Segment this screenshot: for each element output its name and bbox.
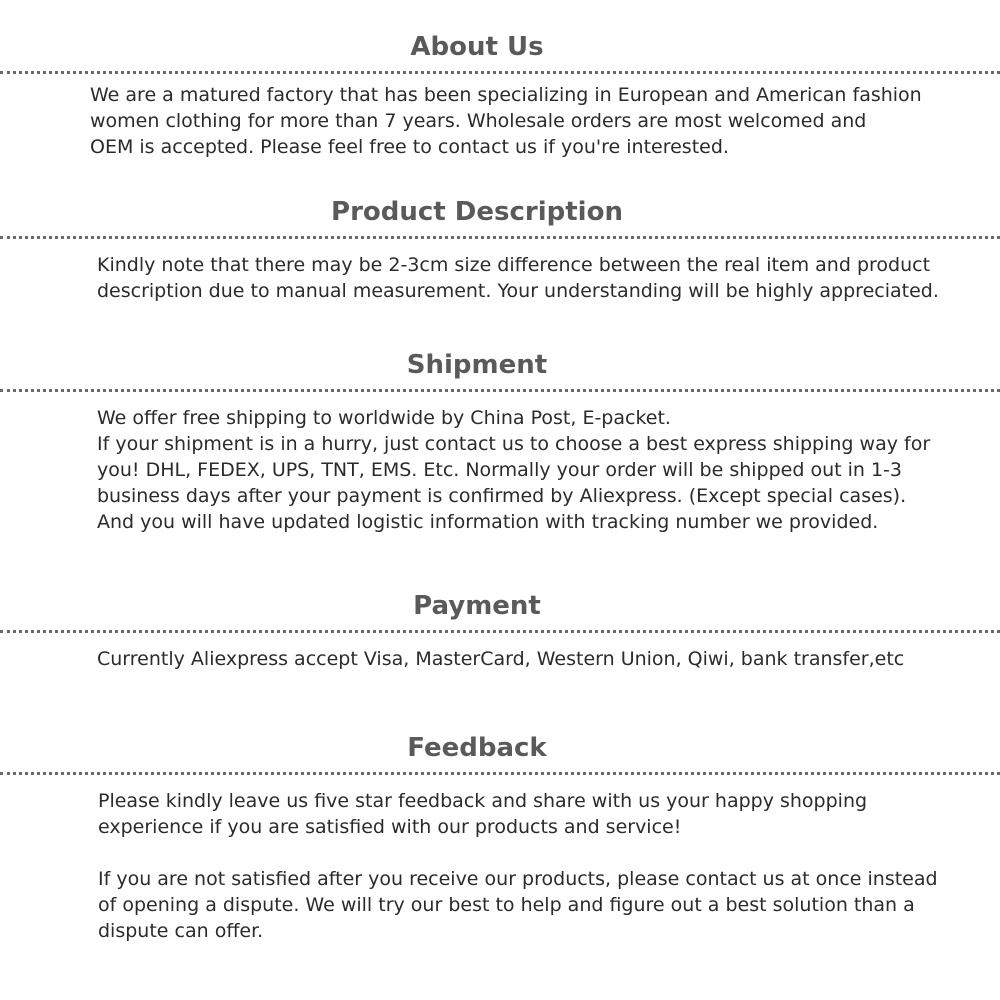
feedback-line: Please kindly leave us five star feedback and share with us your happy shopping [98, 790, 868, 812]
payment-text [97, 646, 904, 672]
shipment-line: you! DHL, FEDEX, UPS, TNT, EMS. Etc. Normally your order will be shipped out in 1-3 [97, 459, 902, 481]
about-us-line: OEM is accepted. Please feel free to contact us if you're interested. [90, 136, 729, 158]
product-description-line: description due to manual measurement. Your understanding will be highly appreciated. [97, 280, 939, 302]
about-us-line: We are a matured factory that has been specializing in European and American fashion [90, 84, 922, 106]
shipment-line: And you will have updated logistic information with tracking number we provided. [97, 511, 879, 533]
feedback-line: experience if you are satisfied with our products and service! [98, 816, 682, 838]
shipment-heading: Shipment [406, 350, 548, 380]
feedback-text [98, 788, 938, 944]
shipment-text [97, 405, 930, 535]
payment-heading: Payment [413, 591, 541, 621]
about-us-line: women clothing for more than 7 years. Wholesale orders are most welcomed and [90, 110, 867, 132]
about-us-heading: About Us [410, 32, 544, 62]
feedback-heading: Feedback [407, 733, 547, 763]
feedback-divider [0, 772, 1000, 775]
shipment-line: business days after your payment is confirmed by Aliexpress. (Except special cases). [97, 485, 907, 507]
about-us-text [90, 82, 922, 160]
feedback-line: dispute can offer. [98, 920, 264, 942]
payment-divider [0, 630, 1000, 633]
product-description-line: Kindly note that there may be 2-3cm size difference between the real item and product [97, 254, 931, 276]
payment-line: Currently Aliexpress accept Visa, MasterCard, Western Union, Qiwi, bank transfer,etc [97, 648, 905, 670]
feedback-paragraph-gap [98, 840, 938, 866]
product-description-text [97, 252, 939, 304]
shipment-line: We offer free shipping to worldwide by China Post, E-packet. [97, 407, 671, 429]
product-description-heading: Product Description [331, 197, 623, 227]
about-us-divider [0, 71, 1000, 74]
product-description-divider [0, 236, 1000, 239]
feedback-line: If you are not satisfied after you receive our products, please contact us at once instead [98, 868, 938, 890]
shipment-line: If your shipment is in a hurry, just contact us to choose a best express shipping way for [97, 433, 931, 455]
shipment-divider [0, 389, 1000, 392]
feedback-line: of opening a dispute. We will try our best to help and figure out a best solution than a [98, 894, 915, 916]
